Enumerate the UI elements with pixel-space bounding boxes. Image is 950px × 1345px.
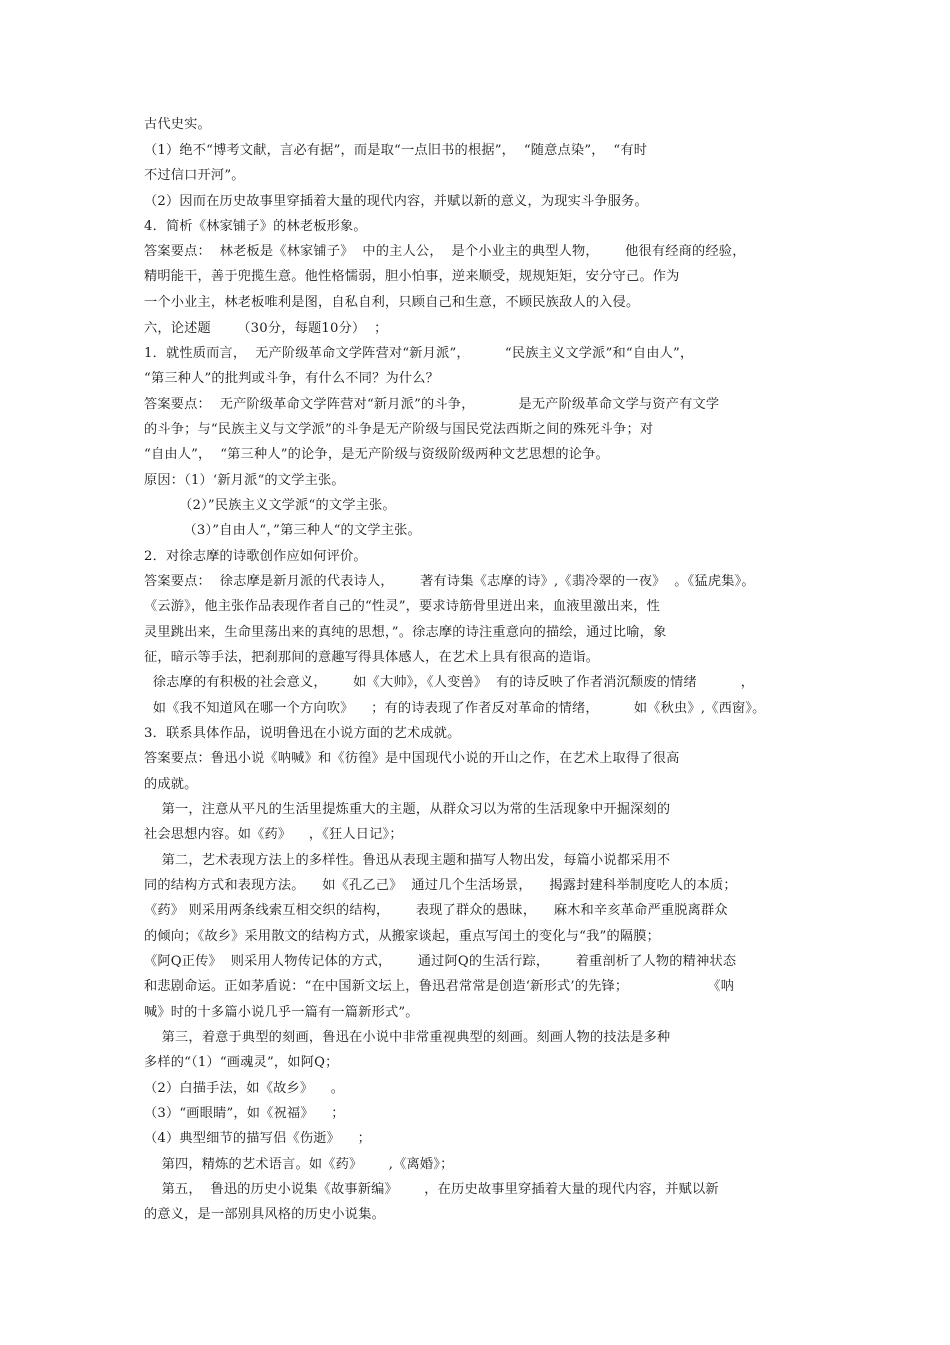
text-line: 精明能干，善于兜揽生意。他性格懦弱，胆小怕事，逆来顺受，规规矩矩，安分守己。作为: [144, 269, 680, 284]
text-line: 社会思想内容。如《药》 ，《狂人日记》；: [144, 827, 403, 842]
text-line: 灵里跳出来，生命里荡出来的真纯的思想，”。徐志摩的诗注重意向的描绘，通过比喻，象: [144, 625, 667, 640]
text-line: （3）”自由人“，”第三种人“的文学主张。: [144, 523, 421, 538]
text-line: 答案要点： 林老板是《林家铺子》 中的主人公， 是个小业主的典型人物， 他很有经商的经验，: [144, 244, 746, 259]
section-heading: 六，论述题 （30分，每题10分） ；: [144, 321, 388, 336]
text-line: 《阿Q正传》 则采用人物传记体的方式， 通过阿Q的生活行踪， 着重剖析了人物的精神状态: [144, 954, 737, 969]
question-heading: 2．对徐志摩的诗歌创作应如何评价。: [144, 549, 367, 564]
text-line: 第五， 鲁迅的历史小说集《故事新编》 ，在历史故事里穿插着大量的现代内容，并赋以新: [144, 1182, 719, 1197]
text-line: 答案要点： 无产阶级革命文学阵营对“新月派”的斗争， 是无产阶级革命文学与资产有文学: [144, 397, 720, 412]
text-line: 第三，着意于典型的刻画，鲁迅在小说中非常重视典型的刻画。刻画人物的技法是多种: [144, 1030, 671, 1045]
text-line: 同的结构方式和表现方法。 如《孔乙己》 通过几个生活场景， 揭露封建科举制度吃人的本质；: [144, 878, 737, 893]
text-line: 答案要点： 徐志摩是新月派的代表诗人， 著有诗集《志摩的诗》,《翡冷翠的一夜》 。《猛虎集》。: [144, 574, 755, 589]
text-line: 征，暗示等手法，把刹那间的意趣写得具体感人，在艺术上具有很高的造诣。: [144, 650, 600, 665]
text-line: 的成就。: [144, 777, 198, 792]
text-line: “第三种人”的批判或斗争，有什么不同？为什么？: [144, 371, 440, 386]
text-line: 一个小业主，林老板唯利是图，自私自利，只顾自己和生意，不顾民族敌人的入侵。: [144, 295, 640, 310]
text-line: 徐志摩的有积极的社会意义， 如《大帅》，《人变兽》 有的诗反映了作者消沉颓废的情绪 ，: [144, 675, 755, 690]
question-heading: 1．就性质而言， 无产阶级革命文学阵营对“新月派”， “民族主义文学派”和“自由人”，: [144, 346, 694, 361]
text-line: （2）”民族主义文学派“的文学主张。: [144, 498, 396, 513]
question-heading: 3．联系具体作品，说明鲁迅在小说方面的艺术成就。: [144, 726, 461, 741]
text-line: 和悲剧命运。正如茅盾说：“在中国新文坛上，鲁迅君常常是创造‘新形式’的先锋； 《呐: [144, 979, 735, 994]
text-line: 第一，注意从平凡的生活里提炼重大的主题，从群众习以为常的生活现象中开掘深刻的: [144, 802, 671, 817]
text-line: （4）典型细节的描写侣《伤逝》 ；: [144, 1131, 371, 1146]
text-line: 喊》时的十多篇小说几乎一篇有一篇新形式”。: [144, 1005, 419, 1020]
text-line: （1）绝不“博考文献，言必有据”，而是取“一点旧书的根据”， “随意点染”， “有时: [144, 143, 648, 158]
question-heading: 4．简析《林家铺子》的林老板形象。: [144, 219, 367, 234]
text-line: 多样的“（1）“画魂灵”，如阿Q；: [144, 1055, 339, 1070]
text-line: 如《我不知道风在哪一个方向吹》 ；有的诗表现了作者反对革命的情绪， 如《秋虫》,《西窗》。: [144, 701, 766, 716]
text-line: 的倾向；《故乡》采用散文的结构方式，从搬家谈起，重点写闰土的变化与“我”的隔膜；: [144, 929, 661, 944]
text-line: 第四，精炼的艺术语言。如《药》 ,《离婚》；: [144, 1157, 454, 1172]
text-line: （2）白描手法，如《故乡》 。: [144, 1081, 345, 1096]
text-line: 答案要点：鲁迅小说《呐喊》和《彷徨》是中国现代小说的开山之作，在艺术上取得了很高: [144, 751, 680, 766]
text-line: “自由人”， “第三种人”的论争，是无产阶级与资级阶级两种文艺思想的论争。: [144, 447, 609, 462]
text-line: 的意义，是一部别具风格的历史小说集。: [144, 1207, 385, 1222]
text-line: 《云游》，他主张作品表现作者自己的“性灵”，要求诗筋骨里迸出来，血液里激出来，性: [144, 599, 661, 614]
text-line: 古代史实。: [144, 117, 211, 132]
text-line: 《药》 则采用两条线索互相交织的结构， 表现了群众的愚昧， 麻木和辛亥革命严重脱离群众: [144, 903, 728, 918]
text-line: 不过信口开河”。: [144, 168, 245, 183]
text-line: （2）因而在历史故事里穿插着大量的现代内容，并赋以新的意义，为现实斗争服务。: [144, 194, 648, 209]
text-line: （3）“画眼睛”，如《祝福》 ；: [144, 1106, 345, 1121]
text-line: 原因：（1）‘新月派“的文学主张。: [144, 473, 345, 488]
text-line: 第二，艺术表现方法上的多样性。鲁迅从表现主题和描写人物出发，每篇小说都采用不: [144, 853, 671, 868]
text-line: 的斗争；与“民族主义与文学派”的斗争是无产阶级与国民党法西斯之间的殊死斗争；对: [144, 422, 654, 437]
